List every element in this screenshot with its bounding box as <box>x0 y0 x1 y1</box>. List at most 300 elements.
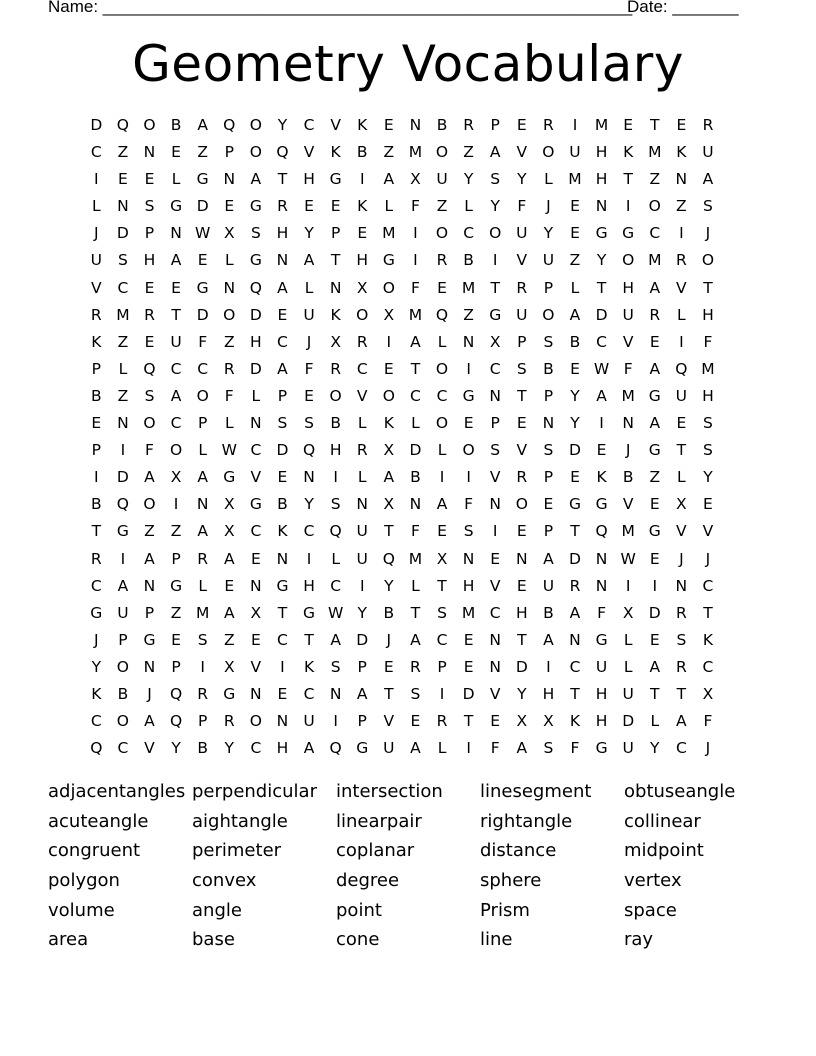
grid-letter: R <box>436 712 448 731</box>
grid-letter: A <box>277 359 288 378</box>
grid-letter: N <box>595 549 608 568</box>
grid-letter: Q <box>382 549 395 568</box>
grid-letter: P <box>490 414 500 433</box>
grid-letter: X <box>330 332 341 351</box>
grid-letter: I <box>413 251 418 270</box>
grid-letter: F <box>623 359 633 378</box>
grid-letter: Y <box>277 116 288 134</box>
grid-letter: H <box>515 603 528 622</box>
grid-letter: E <box>383 657 394 676</box>
grid-letter: N <box>489 386 501 405</box>
grid-letter: A <box>383 468 395 487</box>
grid-letter: V <box>250 657 262 676</box>
word-list-item: distance <box>480 840 557 862</box>
grid-letter: X <box>622 603 634 622</box>
grid-letter: A <box>303 251 315 270</box>
grid-letter: S <box>410 684 421 703</box>
grid-letter: N <box>329 278 342 297</box>
grid-letter: X <box>383 305 395 324</box>
grid-letter: I <box>120 441 126 460</box>
grid-letter: R <box>410 657 421 676</box>
grid-letter: I <box>280 657 285 676</box>
grid-letter: U <box>90 251 102 270</box>
grid-letter: G <box>329 170 342 189</box>
grid-letter: H <box>276 739 289 758</box>
grid-letter: J <box>306 332 312 351</box>
grid-letter: R <box>516 468 528 487</box>
grid-letter: N <box>196 495 209 514</box>
grid-letter: G <box>595 224 608 243</box>
grid-letter: G <box>116 522 129 541</box>
grid-letter: T <box>650 684 660 703</box>
grid-letter: N <box>276 251 289 270</box>
grid-letter: E <box>516 414 527 433</box>
grid-letter: N <box>250 576 262 595</box>
grid-letter: U <box>569 143 581 162</box>
grid-letter: W <box>620 549 636 568</box>
grid-letter: A <box>223 549 235 568</box>
grid-letter: E <box>490 712 501 731</box>
grid-letter: A <box>649 414 661 433</box>
date-field-label: Date: _______ <box>627 0 739 16</box>
grid-letter: H <box>595 143 608 162</box>
grid-letter: O <box>143 116 156 134</box>
word-list-item: acuteangle <box>48 810 149 832</box>
grid-letter: T <box>384 684 394 703</box>
grid-letter: O <box>701 251 715 270</box>
grid-letter: A <box>649 359 661 378</box>
grid-letter: E <box>516 522 527 541</box>
grid-letter: O <box>622 251 635 270</box>
grid-letter: T <box>91 522 102 541</box>
grid-letter: M <box>701 359 715 378</box>
grid-letter: L <box>677 468 686 487</box>
grid-letter: Y <box>703 468 713 487</box>
grid-letter: C <box>303 522 315 541</box>
grid-letter: T <box>304 630 314 649</box>
grid-letter: N <box>117 414 129 433</box>
grid-letter: S <box>144 386 155 405</box>
grid-letter: A <box>543 630 554 649</box>
grid-letter: U <box>516 224 528 243</box>
grid-letter: G <box>595 739 608 758</box>
grid-letter: L <box>570 278 580 297</box>
grid-letter: A <box>144 712 155 731</box>
grid-letter: F <box>703 332 713 351</box>
grid-letter: Y <box>517 170 527 189</box>
grid-letter: F <box>304 359 314 378</box>
grid-letter: L <box>677 305 686 324</box>
grid-letter: H <box>542 684 555 703</box>
grid-letter: S <box>330 495 341 514</box>
grid-letter: G <box>356 739 369 758</box>
grid-letter: B <box>90 386 102 405</box>
grid-letter: O <box>249 712 262 731</box>
grid-letter: Y <box>490 197 500 216</box>
grid-letter: Z <box>649 170 661 189</box>
grid-letter: N <box>223 170 236 189</box>
grid-letter: L <box>650 712 660 731</box>
grid-letter: G <box>170 576 183 595</box>
grid-letter: V <box>356 386 368 405</box>
grid-letter: D <box>249 359 262 378</box>
grid-letter: W <box>327 603 344 622</box>
grid-letter: E <box>171 630 181 649</box>
grid-letter: E <box>171 278 181 297</box>
grid-letter: I <box>439 468 445 487</box>
grid-letter: U <box>303 712 315 731</box>
grid-letter: E <box>649 549 660 568</box>
grid-letter: R <box>569 576 581 595</box>
grid-letter: Y <box>304 495 314 514</box>
grid-letter: S <box>117 251 128 270</box>
grid-letter: K <box>91 684 102 703</box>
grid-letter: Z <box>463 143 474 162</box>
grid-letter: A <box>197 468 208 487</box>
grid-letter: R <box>90 305 102 324</box>
grid-letter: A <box>303 739 315 758</box>
grid-letter: H <box>595 712 608 731</box>
grid-letter: N <box>542 414 555 433</box>
grid-letter: C <box>277 630 288 649</box>
grid-letter: L <box>544 170 553 189</box>
grid-letter: L <box>623 657 633 676</box>
grid-letter: J <box>147 684 152 703</box>
grid-letter: X <box>250 603 262 622</box>
grid-letter: G <box>249 495 262 514</box>
grid-letter: R <box>144 305 155 324</box>
grid-letter: C <box>250 739 262 758</box>
grid-letter: K <box>330 143 341 162</box>
grid-letter: D <box>196 197 209 216</box>
word-list-item: point <box>336 899 382 921</box>
grid-letter: E <box>676 116 687 134</box>
grid-letter: E <box>463 414 474 433</box>
grid-letter: E <box>383 359 394 378</box>
grid-letter: N <box>462 549 475 568</box>
grid-letter: U <box>542 251 555 270</box>
grid-letter: N <box>675 576 688 595</box>
grid-letter: P <box>91 359 101 378</box>
grid-letter: I <box>413 224 418 243</box>
grid-letter: T <box>171 305 181 324</box>
grid-letter: N <box>143 576 156 595</box>
grid-letter: K <box>383 414 394 433</box>
grid-letter: P <box>330 224 341 243</box>
word-list-item: coplanar <box>336 840 415 862</box>
grid-letter: Q <box>169 684 183 703</box>
grid-letter: E <box>250 630 261 649</box>
grid-letter: V <box>516 441 528 460</box>
grid-letter: N <box>515 549 528 568</box>
grid-letter: E <box>649 495 660 514</box>
grid-letter: D <box>90 116 103 134</box>
grid-letter: L <box>357 414 367 433</box>
grid-letter: G <box>382 251 395 270</box>
grid-letter: Y <box>171 739 181 758</box>
grid-letter: C <box>675 739 687 758</box>
word-list-item: congruent <box>48 840 141 862</box>
grid-letter: D <box>569 549 581 568</box>
grid-letter: B <box>436 116 448 134</box>
grid-letter: X <box>676 495 687 514</box>
grid-letter: V <box>489 468 501 487</box>
grid-letter: H <box>702 386 714 405</box>
grid-letter: B <box>543 359 554 378</box>
grid-letter: D <box>116 468 129 487</box>
grid-letter: O <box>435 359 449 378</box>
grid-letter: L <box>91 197 101 216</box>
grid-letter: V <box>303 143 315 162</box>
grid-letter: R <box>90 549 102 568</box>
grid-letter: C <box>117 278 129 297</box>
grid-letter: D <box>116 224 129 243</box>
grid-letter: I <box>466 359 471 378</box>
grid-letter: H <box>356 251 369 270</box>
grid-letter: N <box>595 197 608 216</box>
grid-letter: Z <box>223 630 235 649</box>
word-list-item: perimeter <box>192 840 282 862</box>
word-list-item: obtuseangle <box>624 781 736 802</box>
grid-letter: X <box>436 549 448 568</box>
grid-letter: M <box>621 522 635 541</box>
grid-letter: G <box>489 305 502 324</box>
grid-letter: E <box>437 522 447 541</box>
grid-letter: O <box>515 495 528 514</box>
grid-letter: L <box>437 441 447 460</box>
grid-letter: X <box>543 712 554 731</box>
grid-letter: A <box>596 386 607 405</box>
grid-letter: S <box>543 441 554 460</box>
grid-letter: O <box>356 305 369 324</box>
grid-letter: N <box>276 712 289 731</box>
grid-letter: H <box>250 332 262 351</box>
grid-letter: K <box>277 522 288 541</box>
grid-letter: P <box>357 657 367 676</box>
grid-letter: M <box>461 603 476 622</box>
grid-letter: L <box>464 197 473 216</box>
grid-letter: T <box>517 386 527 405</box>
grid-letter: S <box>330 657 341 676</box>
grid-letter: C <box>90 576 102 595</box>
grid-letter: F <box>703 712 713 731</box>
grid-letter: N <box>329 684 342 703</box>
grid-letter: U <box>356 522 368 541</box>
name-field-label: Name: ________________________________________________________ <box>48 0 633 16</box>
grid-letter: P <box>543 278 554 297</box>
grid-letter: N <box>409 116 422 134</box>
grid-letter: H <box>462 576 475 595</box>
grid-letter: M <box>382 224 396 243</box>
grid-letter: T <box>384 522 394 541</box>
word-list-item: intersection <box>336 781 443 802</box>
grid-letter: U <box>542 576 555 595</box>
grid-letter: I <box>546 657 551 676</box>
grid-letter: R <box>197 549 209 568</box>
grid-letter: E <box>649 332 660 351</box>
word-list-item: sphere <box>480 870 542 892</box>
grid-letter: K <box>623 143 634 162</box>
grid-letter: C <box>90 712 102 731</box>
grid-letter: R <box>277 197 288 216</box>
grid-letter: V <box>676 522 687 541</box>
grid-letter: M <box>461 278 476 297</box>
grid-letter: U <box>356 549 368 568</box>
grid-letter: D <box>595 305 608 324</box>
grid-letter: B <box>569 332 581 351</box>
grid-letter: Z <box>144 522 155 541</box>
grid-letter: G <box>143 630 156 649</box>
grid-letter: G <box>595 495 608 514</box>
grid-letter: N <box>409 495 422 514</box>
grid-letter: T <box>410 359 421 378</box>
grid-letter: P <box>197 712 208 731</box>
grid-letter: N <box>117 197 129 216</box>
grid-letter: G <box>648 386 661 405</box>
grid-letter: T <box>277 170 288 189</box>
grid-letter: V <box>489 576 501 595</box>
grid-letter: K <box>702 630 714 649</box>
grid-letter: U <box>622 684 634 703</box>
grid-letter: D <box>462 684 475 703</box>
grid-letter: E <box>277 468 288 487</box>
grid-letter: Q <box>435 305 449 324</box>
grid-letter: G <box>249 197 262 216</box>
grid-letter: P <box>197 414 208 433</box>
grid-letter: U <box>436 170 448 189</box>
grid-letter: M <box>648 251 662 270</box>
grid-letter: G <box>196 278 209 297</box>
word-list-item: collinear <box>624 810 701 832</box>
grid-letter: D <box>648 603 661 622</box>
grid-letter: P <box>224 143 234 162</box>
grid-letter: S <box>490 441 501 460</box>
grid-letter: I <box>572 116 578 134</box>
word-list-item: ray <box>624 929 654 951</box>
grid-letter: I <box>466 468 471 487</box>
grid-letter: Z <box>383 143 395 162</box>
grid-letter: K <box>569 712 581 731</box>
grid-letter: X <box>223 657 235 676</box>
grid-letter: C <box>330 576 342 595</box>
grid-letter: O <box>249 116 262 134</box>
grid-letter: D <box>622 712 635 731</box>
grid-letter: C <box>596 332 607 351</box>
grid-letter: N <box>489 495 501 514</box>
grid-letter: V <box>676 278 687 297</box>
grid-letter: E <box>330 197 341 216</box>
grid-letter: E <box>304 386 314 405</box>
grid-letter: G <box>276 576 289 595</box>
grid-letter: E <box>250 549 261 568</box>
grid-letter: E <box>224 576 235 595</box>
grid-letter: T <box>623 170 633 189</box>
grid-letter: F <box>597 603 607 622</box>
grid-letter: K <box>676 143 687 162</box>
grid-letter: I <box>94 468 99 487</box>
word-list-item: degree <box>336 870 400 892</box>
grid-letter: N <box>276 549 289 568</box>
grid-letter: S <box>144 197 155 216</box>
grid-letter: K <box>91 332 102 351</box>
grid-letter: M <box>116 305 130 324</box>
grid-letter: Z <box>117 143 129 162</box>
grid-letter: R <box>223 359 235 378</box>
grid-letter: B <box>543 603 554 622</box>
grid-letter: Z <box>569 251 581 270</box>
grid-letter: I <box>120 549 126 568</box>
grid-letter: F <box>410 278 420 297</box>
grid-letter: I <box>652 576 658 595</box>
grid-letter: H <box>303 170 315 189</box>
grid-letter: G <box>223 468 236 487</box>
word-list-item: midpoint <box>624 840 704 862</box>
grid-letter: E <box>703 495 713 514</box>
grid-letter: E <box>676 414 687 433</box>
grid-letter: T <box>410 603 421 622</box>
grid-letter: P <box>171 549 181 568</box>
grid-letter: N <box>569 630 581 649</box>
grid-letter: N <box>462 332 475 351</box>
grid-letter: I <box>599 414 604 433</box>
grid-letter: E <box>277 305 288 324</box>
grid-letter: U <box>117 603 129 622</box>
grid-letter: G <box>648 522 661 541</box>
grid-letter: Y <box>517 684 527 703</box>
grid-letter: I <box>333 468 338 487</box>
grid-letter: Z <box>117 386 129 405</box>
grid-letter: N <box>143 143 156 162</box>
word-list-item: polygon <box>48 870 120 892</box>
grid-letter: X <box>383 441 395 460</box>
grid-letter: C <box>303 116 315 134</box>
grid-letter: E <box>516 116 527 134</box>
grid-letter: A <box>277 278 288 297</box>
grid-letter: S <box>250 224 261 243</box>
grid-letter: T <box>676 441 687 460</box>
grid-letter: E <box>224 197 235 216</box>
grid-letter: E <box>383 116 394 134</box>
grid-letter: O <box>435 414 449 433</box>
grid-letter: P <box>277 386 288 405</box>
grid-letter: A <box>117 576 129 595</box>
grid-letter: P <box>144 603 155 622</box>
grid-letter: D <box>249 305 262 324</box>
grid-letter: M <box>594 116 609 134</box>
grid-letter: R <box>356 441 368 460</box>
grid-letter: C <box>649 224 661 243</box>
grid-letter: V <box>144 739 155 758</box>
grid-letter: A <box>197 522 208 541</box>
grid-letter: A <box>410 630 421 649</box>
grid-letter: V <box>702 522 714 541</box>
grid-letter: S <box>676 630 687 649</box>
grid-letter: S <box>277 414 288 433</box>
grid-letter: N <box>223 278 236 297</box>
grid-letter: E <box>623 116 634 134</box>
word-list-item: Prism <box>480 899 530 921</box>
grid-letter: A <box>649 278 661 297</box>
grid-letter: T <box>570 522 580 541</box>
grid-letter: L <box>198 441 207 460</box>
grid-letter: K <box>330 305 341 324</box>
grid-letter: E <box>490 549 501 568</box>
grid-letter: H <box>595 684 608 703</box>
grid-letter: C <box>170 359 182 378</box>
grid-letter: C <box>250 522 262 541</box>
grid-letter: R <box>356 332 368 351</box>
grid-letter: H <box>276 224 289 243</box>
